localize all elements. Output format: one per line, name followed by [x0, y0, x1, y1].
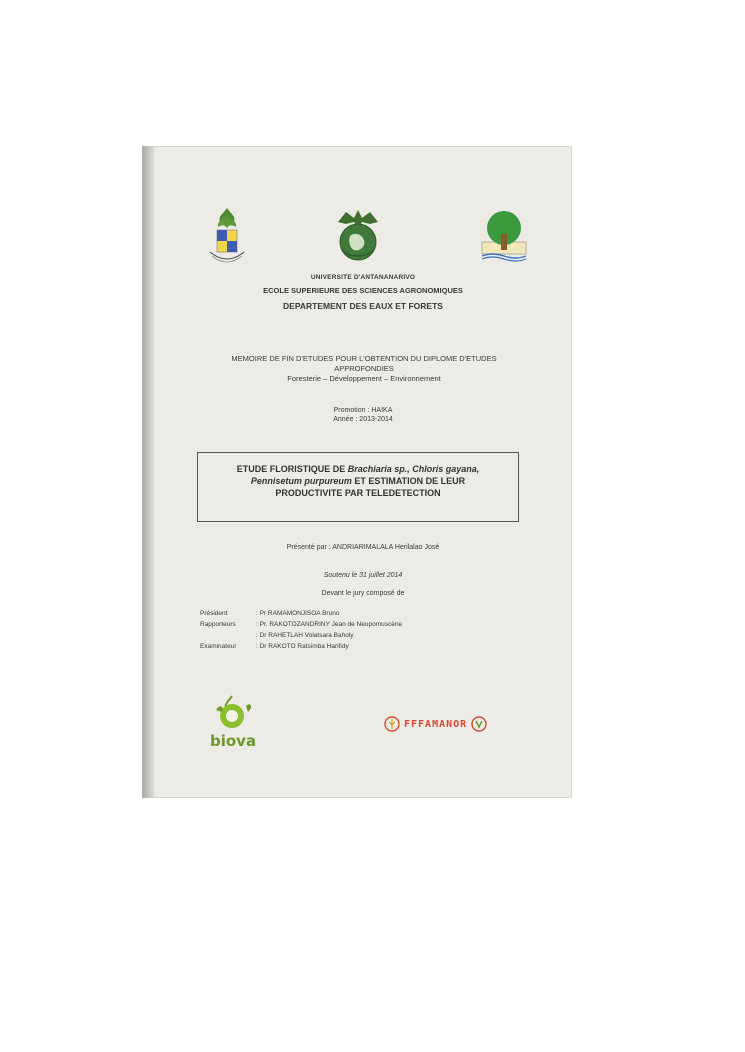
jury-role: Examinateur — [200, 643, 237, 650]
school-name: ECOLE SUPERIEURE DES SCIENCES AGRONOMIQUES — [263, 286, 463, 295]
top-logos — [142, 202, 572, 272]
thesis-title-box — [197, 452, 519, 522]
jury-row — [200, 619, 520, 630]
fofifa-wordmark: FFFAMANOR — [404, 718, 468, 730]
universite-antananarivo-logo — [204, 206, 250, 270]
defense-date: Soutenu le 31 juillet 2014 — [323, 572, 403, 579]
academic-year: Année : 2013-2014 — [333, 416, 393, 423]
scanned-cover-page — [142, 146, 572, 798]
fofifa-right-emblem-icon — [471, 716, 487, 732]
thesis-title-line-3: PRODUCTIVITE PAR TELEDETECTION — [275, 488, 441, 498]
fofifa-logo — [384, 714, 524, 734]
department-name: DEPARTEMENT DES EAUX ET FORETS — [283, 301, 443, 311]
jury-member: : Pr. RAKOTOZANDRINY Jean de Neupomuscène — [256, 621, 403, 628]
jury-row — [200, 630, 520, 641]
institution-header — [154, 274, 572, 311]
jury-row — [200, 608, 520, 619]
memoire-line-3: Foresterie – Développement – Environnement — [287, 374, 441, 383]
biova-wordmark: biova — [210, 732, 257, 750]
promotion-block — [154, 406, 572, 424]
title-species-1: Brachiaria sp., Chloris gayana, — [347, 464, 480, 474]
title-part-1: ETUDE FLORISTIQUE DE — [236, 464, 348, 474]
jury-member: : Dr RAHETLAH Volatsara Baholy — [256, 632, 354, 639]
jury-intro: Devant le jury composé de — [321, 590, 405, 597]
presented-by: Présenté par : ANDRIARIMALALA Herilalao José — [286, 544, 440, 551]
bottom-logos — [142, 686, 572, 756]
title-part-2: ET ESTIMATION DE LEUR — [351, 476, 466, 486]
jury-list — [200, 608, 520, 652]
jury-role: Rapporteurs — [200, 621, 236, 628]
thesis-title-line-2 — [198, 475, 518, 487]
biova-leaf-icon — [202, 692, 262, 732]
promotion: Promotion : HAIKA — [333, 407, 393, 414]
university-name: UNIVERSITE D'ANTANANARIVO — [310, 274, 416, 281]
jury-row — [200, 641, 520, 652]
essa-logo — [332, 206, 384, 266]
fofifa-left-emblem-icon — [384, 716, 400, 732]
thesis-title-line-1 — [198, 463, 518, 475]
title-species-2: Pennisetum purpureum — [250, 476, 352, 486]
jury-member: : Dr RAKOTO Ratsimba Harifidy — [256, 643, 349, 650]
biova-logo — [202, 692, 262, 754]
jury-role — [200, 630, 256, 641]
jury-member: : Pr RAMAMONJISOA Bruno — [256, 610, 340, 617]
departement-eaux-forets-logo — [478, 208, 530, 262]
memoire-line-1: MEMOIRE DE FIN D'ETUDES POUR L'OBTENTION DU DIPLOME D'ETUDES — [231, 354, 497, 363]
memoire-description — [172, 354, 556, 384]
jury-role: Président — [200, 610, 228, 617]
memoire-line-2: APPROFONDIES — [334, 364, 394, 373]
